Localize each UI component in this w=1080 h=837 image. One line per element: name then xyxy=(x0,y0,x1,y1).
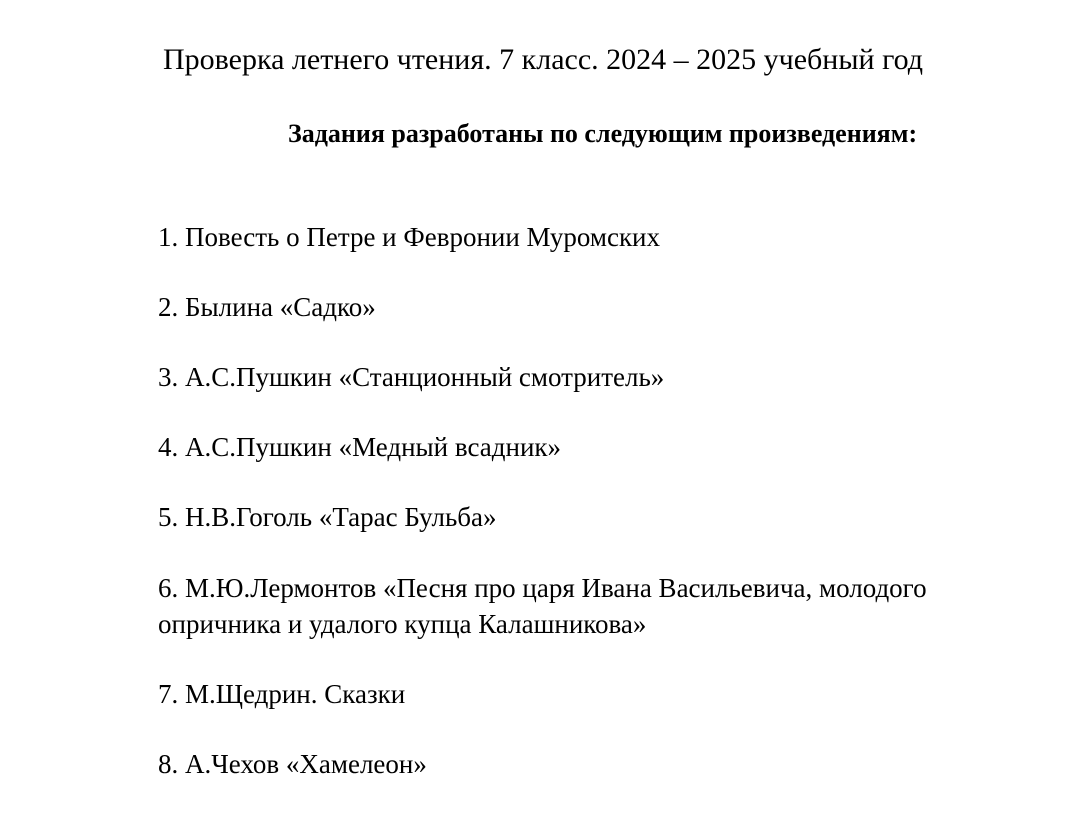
document-title: Проверка летнего чтения. 7 класс. 2024 – 2025 учебный год xyxy=(163,43,924,76)
list-item xyxy=(158,570,1038,642)
works-list xyxy=(158,220,1038,817)
list-item xyxy=(158,220,1038,255)
list-item-text: А.С.Пушкин «Станционный смотритель» xyxy=(185,362,665,392)
list-item xyxy=(158,747,1038,782)
list-item-text: Н.В.Гоголь «Тарас Бульба» xyxy=(185,502,497,532)
list-item xyxy=(158,290,1038,325)
list-item-text: А.С.Пушкин «Медный всадник» xyxy=(185,432,562,462)
list-item-number: 5. xyxy=(158,502,179,532)
document-subtitle: Задания разработаны по следующим произведениям: xyxy=(288,119,918,148)
list-item xyxy=(158,677,1038,712)
list-item-text: Былина «Садко» xyxy=(185,292,376,322)
list-item xyxy=(158,430,1038,465)
list-item-number: 1. xyxy=(158,222,179,252)
list-item-text: Повесть о Петре и Февронии Муромских xyxy=(185,222,661,252)
list-item-text: М.Ю.Лермонтов «Песня про царя Ивана Васильевича, молодого опричника и удалого купца Калашникова» xyxy=(158,573,927,639)
list-item-number: 6. xyxy=(158,573,179,603)
list-item-number: 4. xyxy=(158,432,179,462)
list-item-text: А.Чехов «Хамелеон» xyxy=(185,749,427,779)
list-item-number: 2. xyxy=(158,292,179,322)
list-item-number: 8. xyxy=(158,749,179,779)
list-item-number: 7. xyxy=(158,679,179,709)
list-item xyxy=(158,360,1038,395)
list-item-text: М.Щедрин. Сказки xyxy=(185,679,406,709)
list-item xyxy=(158,500,1038,535)
list-item-number: 3. xyxy=(158,362,179,392)
